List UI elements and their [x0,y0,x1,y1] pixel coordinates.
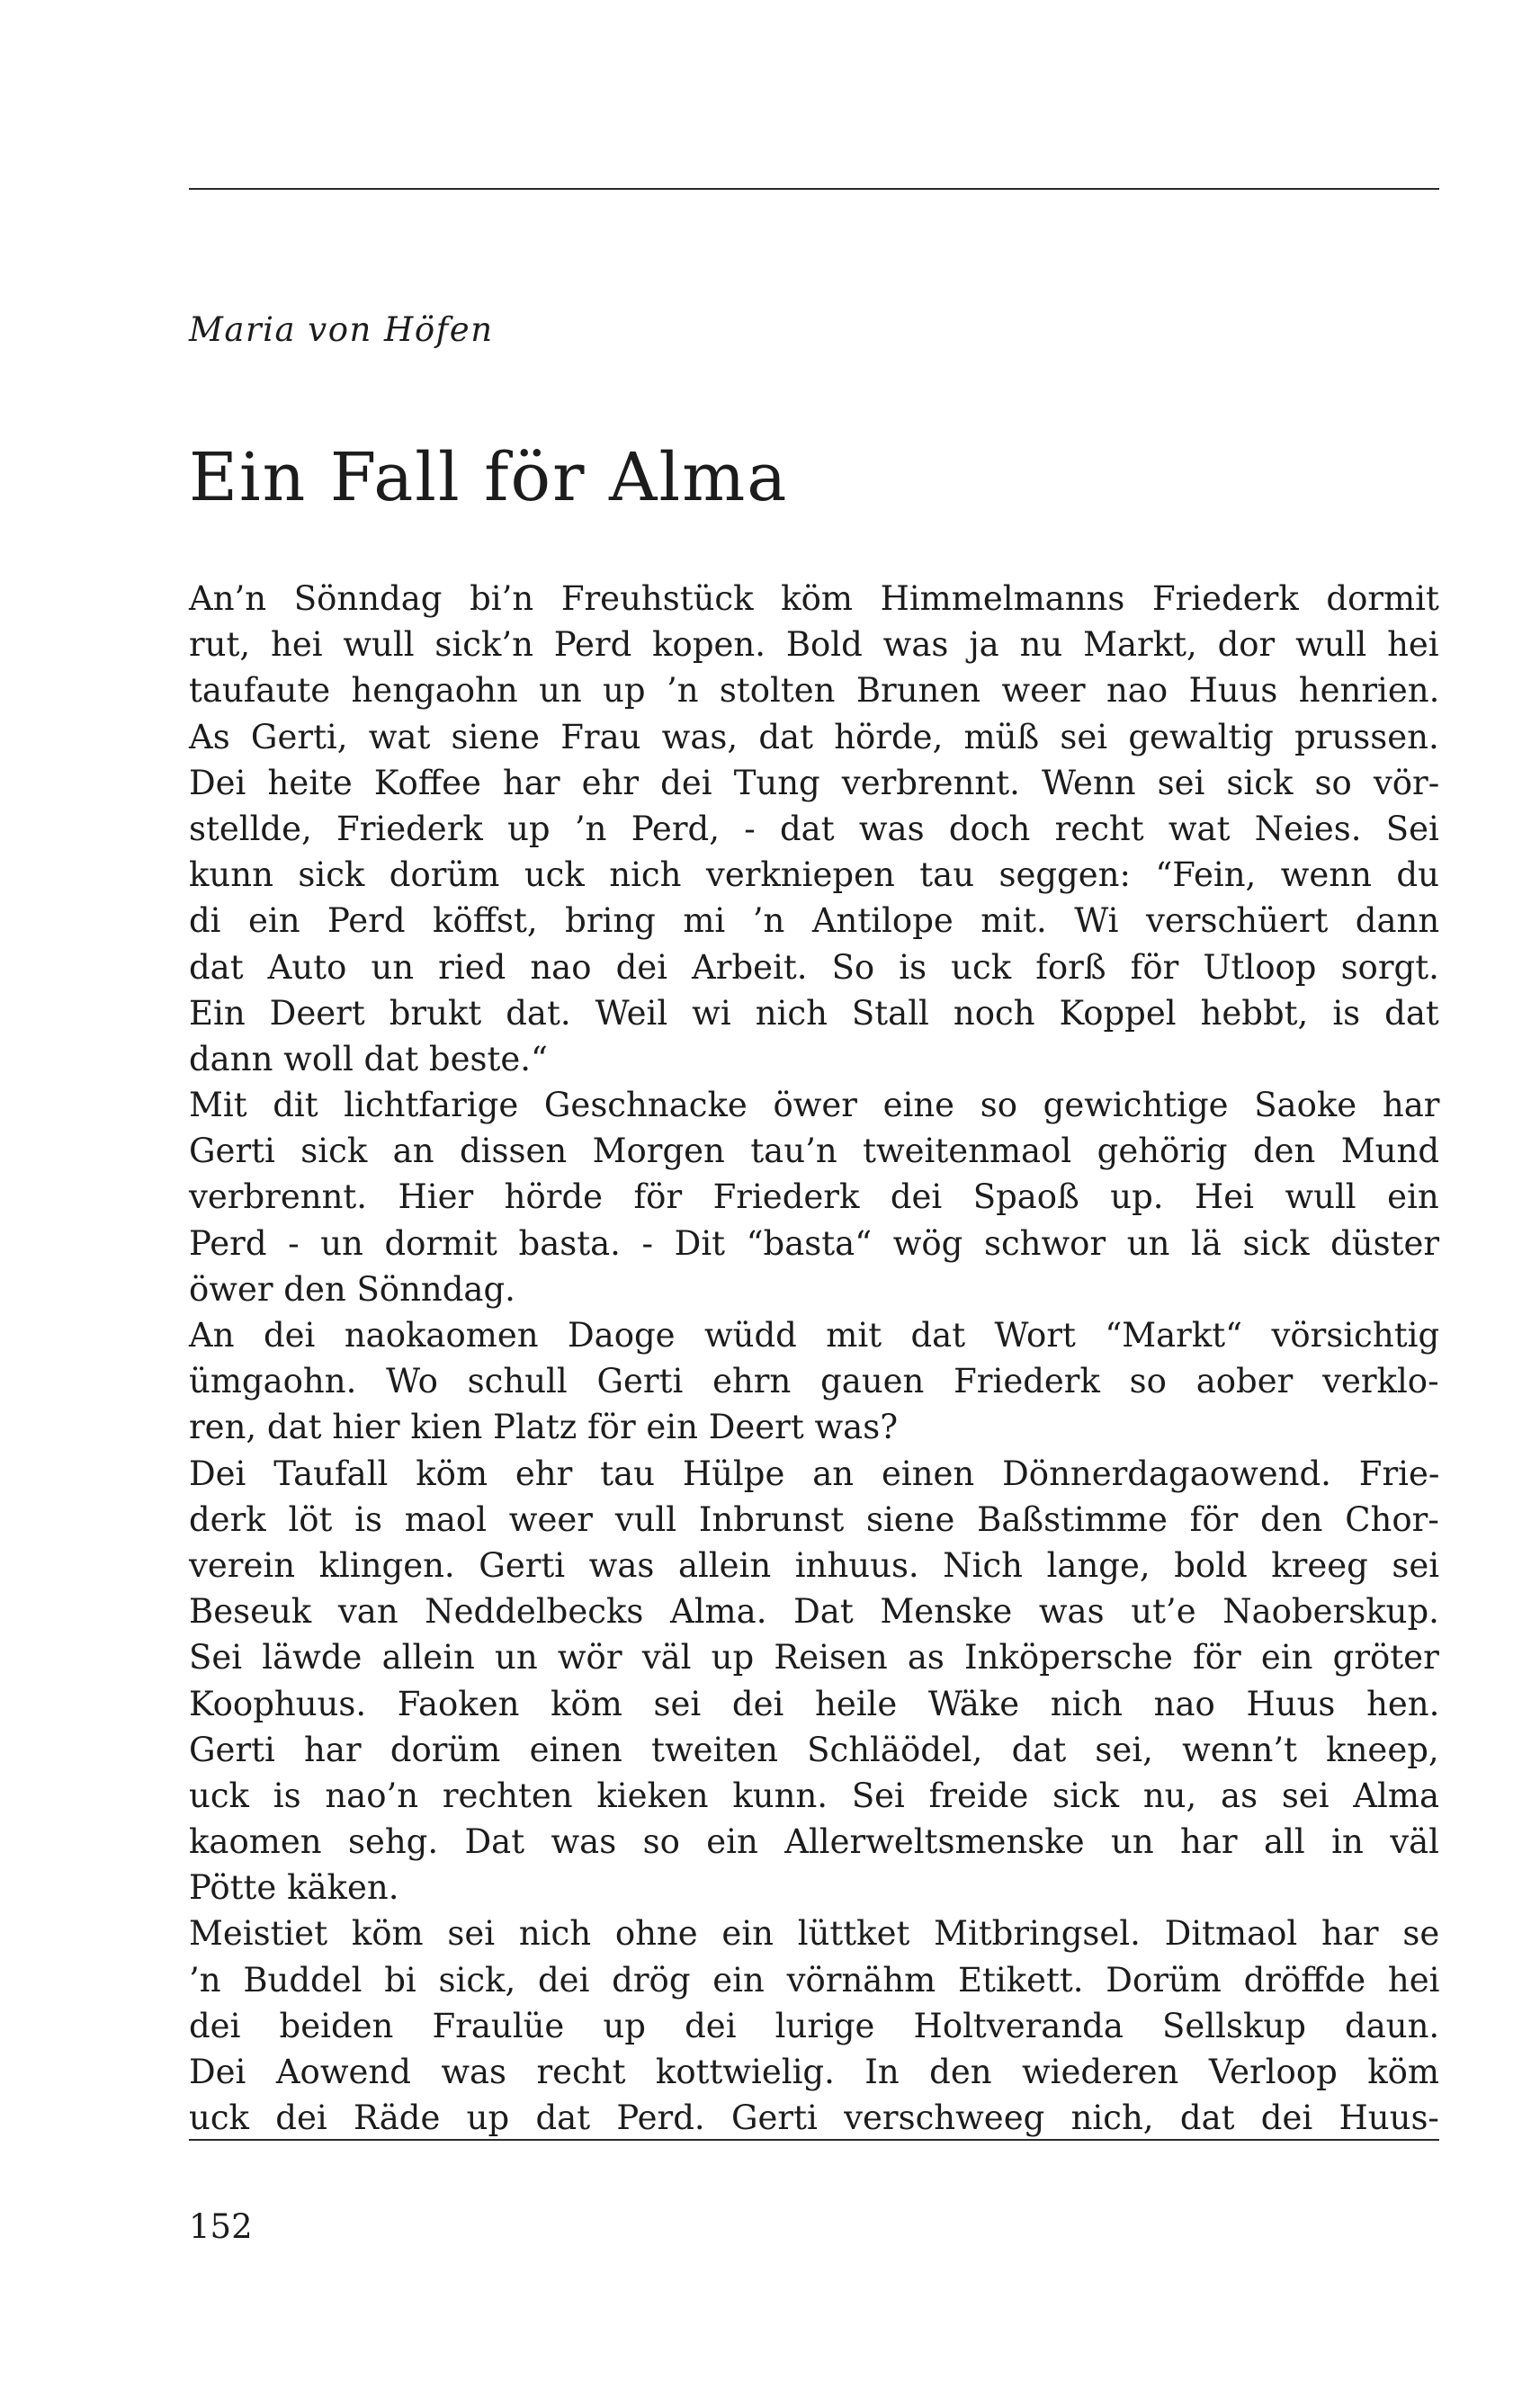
body-text [189,576,1439,2141]
body-line: di ein Perd köffst, bring mi ’n Antilope mit. Wi verschüert dann [189,901,1440,941]
body-line: Dei Taufall köm ehr tau Hülpe an einen Dönnerdagaowend. Frie- [189,1454,1440,1493]
author-name: Maria von Höfen [189,310,494,349]
body-line: Perd - un dormit basta. - Dit “basta“ wög schwor un lä sick düster [189,1223,1440,1263]
body-line: uck is nao’n rechten kieken kunn. Sei freide sick nu, as sei Alma [189,1776,1439,1815]
top-rule [189,188,1439,190]
body-line: Gerti sick an dissen Morgen tau’n tweitenmaol gehörig den Mund [189,1132,1440,1171]
body-line: verein klingen. Gerti was allein inhuus. Nich lange, bold kreeg sei [189,1545,1440,1585]
body-line: Mit dit lichtfarige Geschnacke öwer eine so gewichtige Saoke har [189,1086,1440,1125]
story-title: Ein Fall för Alma [189,439,789,516]
body-line: Koophuus. Faoken köm sei dei heile Wäke nich nao Huus hen. [189,1684,1440,1723]
body-line: dei beiden Fraulüe up dei lurige Holtveranda Sellskup daun. [189,2006,1440,2045]
body-line: ren, dat hier kien Platz för ein Deert was? [189,1408,899,1447]
body-line: kunn sick dorüm uck nich verkniepen tau seggen: “Fein, wenn du [189,855,1439,895]
body-line: An’n Sönndag bi’n Freuhstück köm Himmelmanns Friederk dormit [189,579,1439,618]
page-number: 152 [189,2207,253,2246]
body-line: uck dei Räde up dat Perd. Gerti verschweeg nich, dat dei Huus- [189,2098,1439,2138]
body-line: öwer den Sönndag. [189,1269,515,1309]
body-line: ümgaohn. Wo schull Gerti ehrn gauen Friederk so aober verklo- [189,1362,1439,1401]
body-line: Beseuk van Neddelbecks Alma. Dat Menske was ut’e Naoberskup. [189,1592,1439,1632]
body-line: Ein Deert brukt dat. Weil wi nich Stall noch Koppel hebbt, is dat [189,993,1439,1033]
body-line: rut, hei wull sick’n Perd kopen. Bold was ja nu Markt, dor wull hei [189,625,1439,665]
body-line: taufaute hengaohn un up ’n stolten Brunen weer nao Huus henrien. [189,671,1440,711]
body-line: As Gerti, wat siene Frau was, dat hörde, müß sei gewaltig prussen. [189,717,1439,756]
body-line: ’n Buddel bi sick, dei drög ein vörnähm Etikett. Dorüm dröffde hei [189,1960,1440,2000]
body-line: stellde, Friederk up ’n Perd, - dat was doch recht wat Neies. Sei [189,809,1439,848]
body-line: Gerti har dorüm einen tweiten Schläödel, dat sei, wenn’t kneep, [189,1730,1439,1769]
body-line: Pötte käken. [189,1868,399,1908]
body-line: Meistiet köm sei nich ohne ein lüttket Mitbringsel. Ditmaol har se [189,1914,1440,1954]
body-line: dann woll dat beste.“ [189,1039,548,1078]
body-line: derk löt is maol weer vull Inbrunst siene Baßstimme för den Chor- [189,1499,1439,1539]
body-line: Dei heite Koffee har ehr dei Tung verbrennt. Wenn sei sick so vör- [189,763,1440,802]
body-line: Dei Aowend was recht kottwielig. In den wiederen Verloop köm [189,2053,1440,2091]
body-line: kaomen sehg. Dat was so ein Allerweltsmenske un har all in väl [189,1822,1439,1862]
body-line: An dei naokaomen Daoge wüdd mit dat Wort “Markt“ vörsichtig [189,1316,1440,1355]
body-line: verbrennt. Hier hörde för Friederk dei Spaoß up. Hei wull ein [189,1177,1439,1217]
body-line: Sei läwde allein un wör väl up Reisen as Inköpersche för ein gröter [189,1638,1439,1678]
bottom-rule [189,2139,1439,2141]
body-line: dat Auto un ried nao dei Arbeit. So is uck forß för Utloop sorgt. [189,947,1439,987]
